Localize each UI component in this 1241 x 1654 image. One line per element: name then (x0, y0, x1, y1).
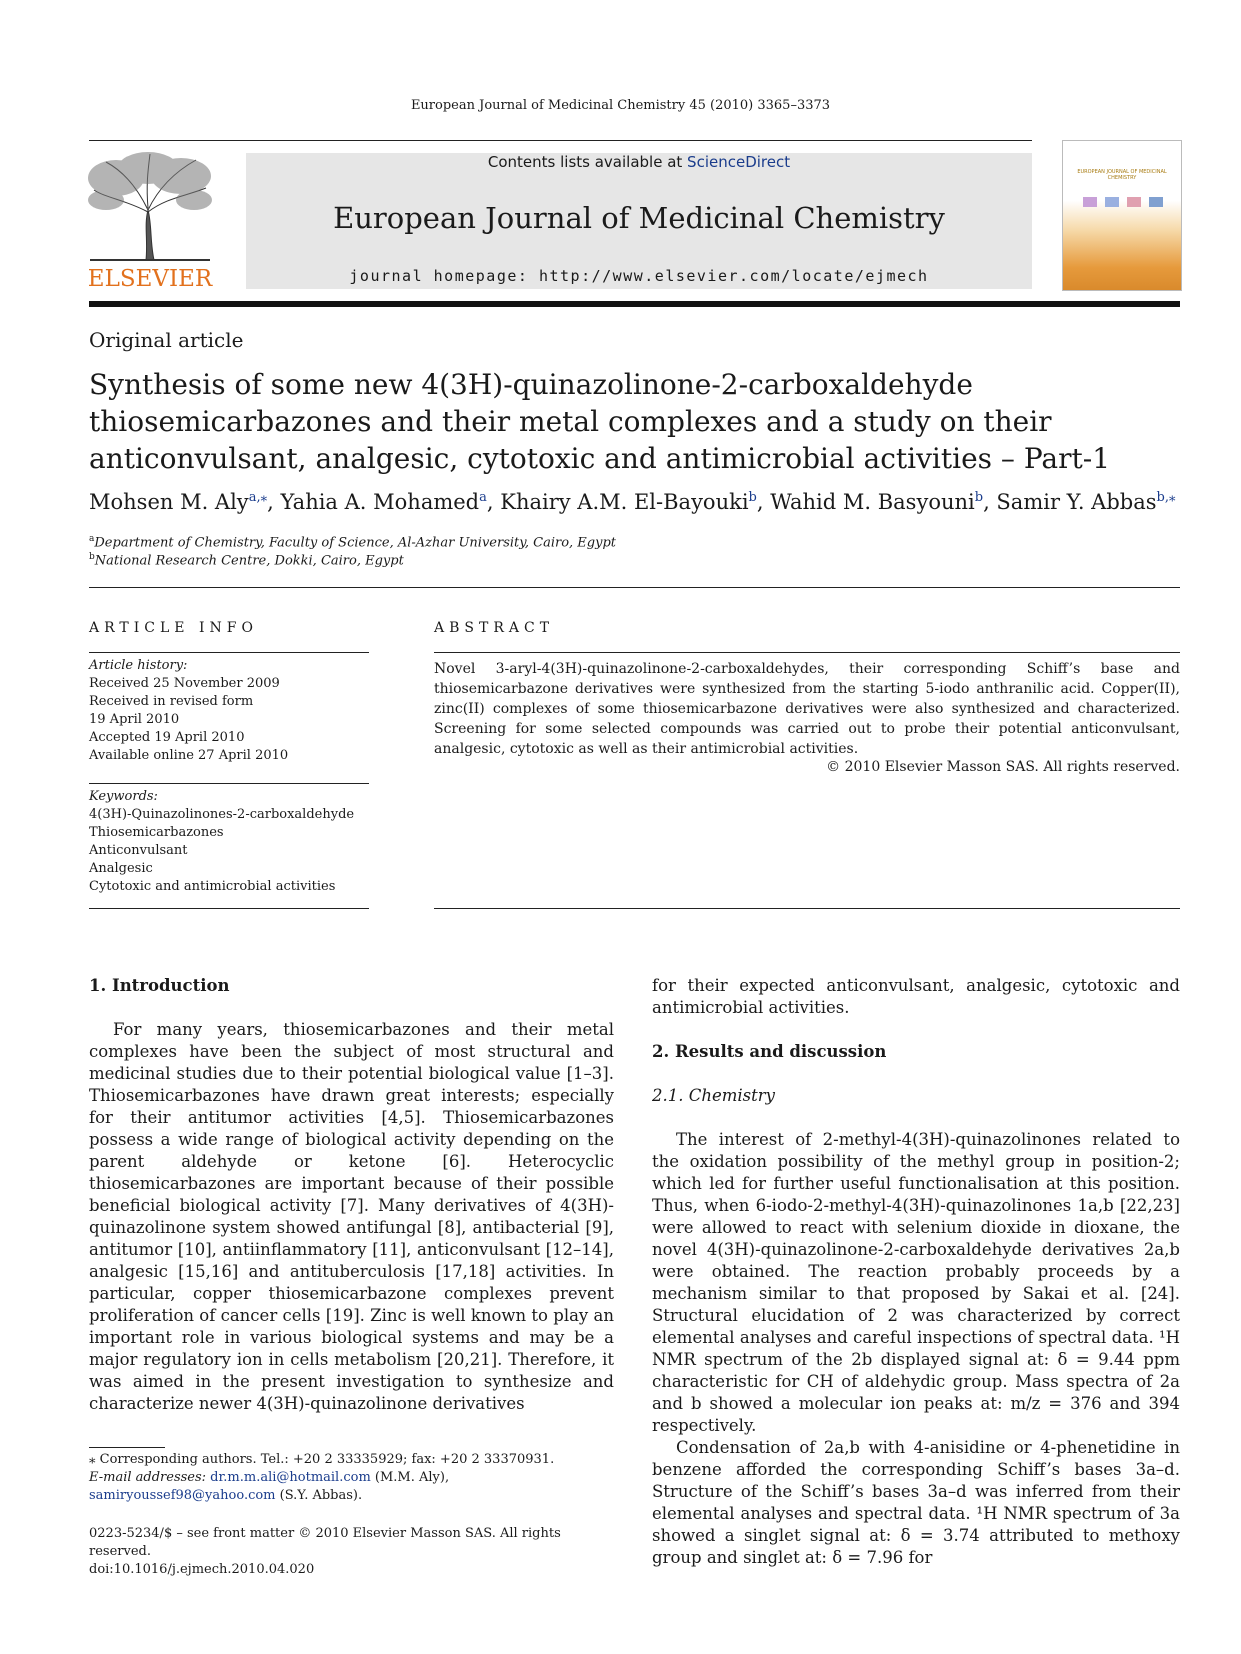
keyword-item: Analgesic (89, 861, 153, 876)
author-name: Mohsen M. Aly (89, 490, 249, 514)
abstract-bottom-rule (434, 908, 1180, 909)
author-affil-marker[interactable]: b (974, 490, 984, 505)
author-affil-marker[interactable]: a (479, 490, 487, 505)
keywords-rule (89, 783, 369, 784)
title-line: anticonvulsant, analgesic, cytotoxic and antimicrobial activities – Part-1 (89, 442, 1111, 475)
corresponding-authors: ⁎ Corresponding authors. Tel.: +20 2 33335929; fax: +20 2 33370931. (89, 1452, 555, 1467)
affiliation-text: National Research Centre, Dokki, Cairo, Egypt (94, 553, 404, 569)
sciencedirect-link[interactable]: ScienceDirect (687, 153, 791, 171)
journal-name: European Journal of Medicinal Chemistry (333, 201, 945, 235)
info-rule (89, 652, 369, 653)
history-item: 19 April 2010 (89, 712, 180, 727)
history-item: Received in revised form (89, 694, 254, 709)
article-type: Original article (89, 328, 244, 352)
keywords-bottom-rule (89, 908, 369, 909)
keyword-item: Thiosemicarbazones (89, 825, 224, 840)
issn-line: 0223-5234/$ – see front matter © 2010 Elsevier Masson SAS. All rights reserved. (89, 1526, 561, 1559)
keyword-item: 4(3H)-Quinazolinones-2-carboxaldehyde (89, 807, 355, 822)
corresponding-footnote (89, 1451, 614, 1505)
history-item: Accepted 19 April 2010 (89, 730, 245, 745)
author-affil-marker[interactable]: b (748, 490, 757, 505)
email-owner: (S.Y. Abbas). (275, 1488, 363, 1503)
affiliation (89, 534, 616, 550)
title-line: thiosemicarbazones and their metal complexes and a study on their (89, 405, 1052, 438)
tree-icon (86, 150, 214, 262)
intro-paragraph: For many years, thiosemicarbazones and their metal complexes have been the subject of most structural and medicinal studies due to their potential biological value [1–3]. Thiosemicarbazones have drawn great interests; especially for their antitumor activities [4,5]. Thiosemicarbazones possess a wide range of biological activity depending on the parent aldehyde or ketone [6]. Heterocyclic thiosemicarbazones are important because of their possible beneficial biological activity [7]. Many derivatives of 4(3H)-quinazolinone system showed antifungal [8], antibacterial [9], antitumor [10], antiinflammatory [11], anticonvulsant [12–14], analgesic [15,16] and antituberculosis [17,18] activities. In particular, copper thiosemicarbazone complexes prevent proliferation of cancer cells [19]. Zinc is well known to play an important role in various biological systems and may be a major regulatory ion in cells metabolism [20,21]. Therefore, it was aimed in the present investigation to synthesize and characterize newer 4(3H)-quinazolinone derivatives (89, 1020, 614, 1413)
chemistry-subheading: 2.1. Chemistry (652, 1086, 775, 1105)
author-name: Wahid M. Basyouni (770, 490, 975, 514)
email-link[interactable]: dr.m.m.ali@hotmail.com (210, 1470, 371, 1485)
article-history (89, 657, 369, 765)
affiliation-marker: b (89, 552, 95, 562)
intro-continuation: for their expected anticonvulsant, analgesic, cytotoxic and antimicrobial activities. (652, 976, 1180, 1017)
author-name: Yahia A. Mohamed (280, 490, 480, 514)
header-rule (89, 140, 1032, 141)
history-label: Article history: (89, 658, 188, 673)
email-link[interactable]: samiryoussef98@yahoo.com (89, 1488, 276, 1503)
footnote-rule (89, 1447, 165, 1448)
contents-prefix: Contents lists available at (487, 153, 688, 171)
email-label: E-mail addresses: (89, 1470, 211, 1485)
doi-line[interactable]: doi:10.1016/j.ejmech.2010.04.020 (89, 1562, 315, 1577)
title-line: Synthesis of some new 4(3H)-quinazolinone-2-carboxaldehyde (89, 368, 973, 401)
author-name: Khairy A.M. El-Bayouki (500, 490, 749, 514)
keywords (89, 788, 369, 896)
keywords-label: Keywords: (89, 789, 158, 804)
author-affil-marker[interactable]: a,⁎ (248, 490, 268, 505)
chemistry-paragraph: The interest of 2-methyl-4(3H)-quinazolinones related to the oxidation possibility of the methyl group in position-2; which led for further useful functionalisation at this position. Thus, when 6-iodo-2-methyl-4(3H)-quinazolinones 1a,b [22,23] were allowed to react with selenium dioxide in dioxane, the novel 4(3H)-quinazolinone-2-carboxaldehyde derivatives 2a,b were obtained. The reaction probably proceeds by a mechanism similar to that proposed by Sakai et al. [24]. Structural elucidation of 2 was characterized by correct elemental analyses and careful inspections of spectral data. ¹H NMR spectrum of the 2b displayed signal at: δ = 9.44 ppm characteristic for CH of aldehydic group. Mass spectra of 2a and b showed a molecular ion peaks at: m/z = 376 and 394 respectively. (652, 1130, 1180, 1435)
front-matter (89, 1525, 614, 1579)
affiliation (89, 552, 404, 568)
history-item: Received 25 November 2009 (89, 676, 280, 691)
affiliation-text: Department of Chemistry, Faculty of Science, Al-Azhar University, Cairo, Egypt (94, 535, 617, 551)
email-owner: (M.M. Aly), (370, 1470, 450, 1485)
abstract-text: Novel 3-aryl-4(3H)-quinazolinone-2-carboxaldehydes, their corresponding Schiff’s base and thiosemicarbazone derivatives were synthesized from the starting 5-iodo anthranilic acid. Copper(II), zinc(II) complexes of some thiosemicarbazone derivatives were also synthesized and characterized. Screening for some selected compounds was carried out to probe their potential anticonvulsant, analgesic, cytotoxic as well as their antimicrobial activities. (434, 661, 1180, 757)
affiliation-marker: a (89, 534, 95, 544)
abstract-rule (434, 652, 1180, 653)
abstract-copyright: © 2010 Elsevier Masson SAS. All rights reserved. (826, 759, 1180, 775)
journal-citation: European Journal of Medicinal Chemistry 45 (2010) 3365–3373 (410, 98, 831, 113)
elsevier-logo (86, 150, 214, 292)
publisher-wordmark: ELSEVIER (87, 266, 213, 292)
author-list: Mohsen M. Aly$^{a,⁎}$, Yahia A. Mohamed$^a$, Khairy A.M. El-Bayouki$^b$, Wahid M. Basyouni$^b$, Samir Y. Abbas$^{b,⁎}$ (89, 490, 1176, 514)
article-info-heading: ARTICLE INFO (89, 620, 258, 636)
author-name: Samir Y. Abbas (996, 490, 1157, 514)
contents-line (246, 153, 1032, 171)
intro-heading: 1. Introduction (89, 976, 230, 995)
author-affil-marker[interactable]: b,⁎ (1156, 490, 1176, 505)
email-addresses (89, 1469, 614, 1505)
keyword-item: Anticonvulsant (89, 843, 188, 858)
section-rule (89, 587, 1180, 588)
right-column (652, 975, 1180, 1569)
cover-title: EUROPEAN JOURNAL OF MEDICINAL CHEMISTRY (1077, 169, 1167, 181)
chemistry-paragraph: Condensation of 2a,b with 4-anisidine or 4-phenetidine in benzene afforded the corresponding Schiff’s bases 3a–d. Structure of the Schiff’s bases 3a–d was inferred from their elemental analyses and spectral data. ¹H NMR spectrum of 3a showed a singlet signal at: δ = 3.74 attributed to methoxy group and singlet at: δ = 7.96 for (652, 1438, 1180, 1567)
left-column (89, 975, 614, 1415)
journal-homepage[interactable]: journal homepage: http://www.elsevier.com/locate/ejmech (349, 267, 929, 285)
cover-block (1127, 197, 1141, 207)
abstract-heading: ABSTRACT (434, 620, 555, 636)
cover-graphics (1083, 197, 1163, 217)
journal-cover (1062, 140, 1182, 291)
results-heading: 2. Results and discussion (652, 1042, 887, 1061)
history-item: Available online 27 April 2010 (89, 748, 289, 763)
article-title (89, 366, 1189, 477)
keyword-item: Cytotoxic and antimicrobial activities (89, 879, 336, 894)
cover-block (1105, 197, 1119, 207)
cover-block (1149, 197, 1163, 207)
header-thick-rule (89, 301, 1180, 307)
cover-block (1083, 197, 1097, 207)
journal-banner (246, 153, 1032, 289)
